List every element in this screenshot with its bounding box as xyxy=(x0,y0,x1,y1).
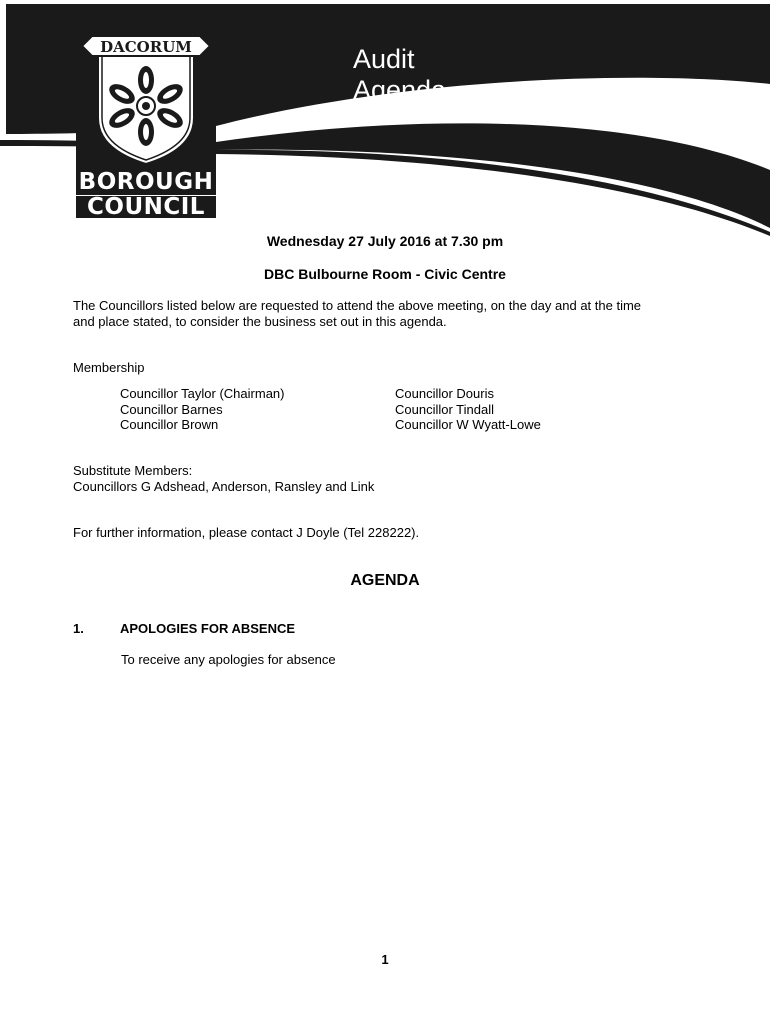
member-right-2: Councillor Tindall xyxy=(395,402,494,417)
membership-label: Membership xyxy=(73,360,145,375)
title-line-1: Audit xyxy=(353,44,415,74)
title-line-2: Agenda xyxy=(353,75,447,105)
intro-line-2: and place stated, to consider the business set out in this agenda. xyxy=(73,314,447,329)
meeting-venue: DBC Bulbourne Room - Civic Centre xyxy=(264,266,506,282)
agenda-item-title: APOLOGIES FOR ABSENCE xyxy=(120,621,296,636)
meeting-date-time: Wednesday 27 July 2016 at 7.30 pm xyxy=(266,233,504,249)
crest-icon xyxy=(76,22,216,170)
document-title xyxy=(353,44,446,106)
member-left-1: Councillor Taylor (Chairman) xyxy=(120,386,285,401)
intro-line-1: The Councillors listed below are requested to attend the above meeting, on the day and at the time xyxy=(73,298,642,313)
member-right-1: Councillor Douris xyxy=(395,386,494,401)
agenda-item-description: To receive any apologies for absence xyxy=(121,652,336,667)
page-number: 1 xyxy=(381,952,389,967)
agenda-item-number: 1. xyxy=(73,621,84,636)
substitutes-names: Councillors G Adshead, Anderson, Ransley and Link xyxy=(73,479,375,494)
logo-banner-text: DACORUM xyxy=(100,38,192,56)
contact-info: For further information, please contact J Doyle (Tel 228222). xyxy=(73,525,420,540)
wordmark-line-2: COUNCIL xyxy=(76,195,216,219)
member-left-3: Councillor Brown xyxy=(120,417,219,432)
council-wordmark xyxy=(76,170,216,218)
substitutes-label: Substitute Members: xyxy=(73,463,193,478)
member-right-3: Councillor W Wyatt-Lowe xyxy=(395,417,541,432)
agenda-heading: AGENDA xyxy=(350,572,420,589)
member-left-2: Councillor Barnes xyxy=(120,402,223,417)
wordmark-line-1: BOROUGH xyxy=(78,169,214,195)
